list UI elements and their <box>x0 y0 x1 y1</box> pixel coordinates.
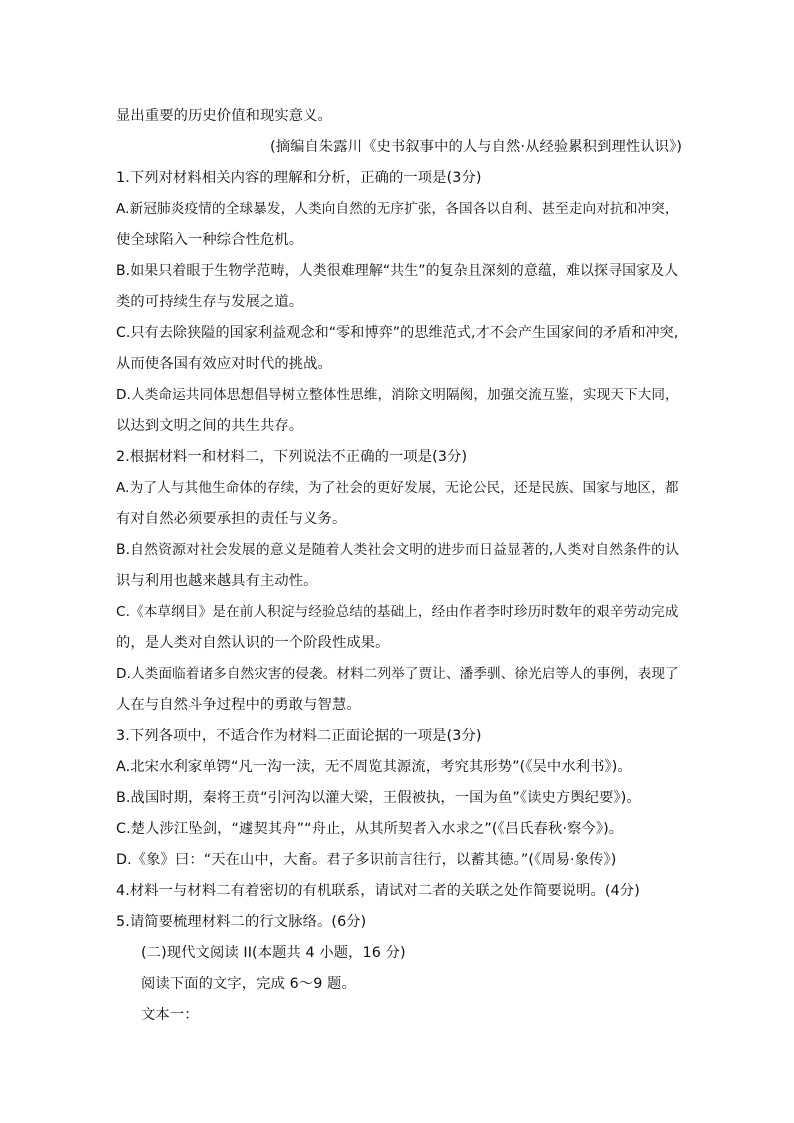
question-2-option-d: D.人类面临着诸多自然灾害的侵袭。材料二列举了贾让、潘季驯、徐光启等人的事例，表现了 <box>116 666 679 682</box>
question-1-option-a-cont: 使全球陷入一种综合性危机。 <box>116 232 304 248</box>
question-2-option-b: B.自然资源对社会发展的意义是随着人类社会文明的进步而日益显著的,人类对自然条件的认 <box>116 542 680 558</box>
question-1-option-d-cont: 以达到文明之间的共生共存。 <box>116 418 304 434</box>
question-2-stem: 2.根据材料一和材料二，下列说法不正确的一项是(3分) <box>116 449 468 465</box>
question-3-stem: 3.下列各项中，不适合作为材料二正面论据的一项是(3分) <box>116 728 482 744</box>
question-3-option-b: B.战国时期，秦将王贲“引河沟以灌大梁，王假被执，一国为鱼”《读史方舆纪要》)。 <box>116 790 641 806</box>
question-1-option-a: A.新冠肺炎疫情的全球暴发，人类向自然的无序扩张，各国各以自利、甚至走向对抗和冲突， <box>116 201 679 217</box>
question-1-option-b-cont: 类的可持续生存与发展之道。 <box>116 294 304 310</box>
question-2-option-c-cont: 的，是人类对自然认识的一个阶段性成果。 <box>116 635 390 651</box>
question-1-option-c-cont: 从而使各国有效应对时代的挑战。 <box>116 356 332 372</box>
section-heading: (二)现代文阅读 II(本题共 4 小题，16 分) <box>141 945 406 961</box>
question-3-option-c: C.楚人涉江坠剑，“遽契其舟”“舟止，从其所契者入水求之”(《吕氏春秋·察今》)。 <box>116 821 624 837</box>
document-page <box>116 101 682 1031</box>
question-3-option-d: D.《象》曰：“天在山中，大畜。君子多识前言往行，以蓄其德。”(《周易·象传》) <box>116 852 617 868</box>
question-5-stem: 5.请简要梳理材料二的行文脉络。(6分) <box>116 914 367 930</box>
question-2-option-d-cont: 人在与自然斗争过程中的勇敢与智慧。 <box>116 697 361 713</box>
question-2-option-b-cont: 识与利用也越来越具有主动性。 <box>116 573 318 589</box>
question-1-stem: 1.下列对材料相关内容的理解和分析，正确的一项是(3分) <box>116 170 482 186</box>
question-2-option-c: C.《本草纲目》是在前人积淀与经验总结的基础上，经由作者李时珍历时数年的艰辛劳动完成 <box>116 604 679 620</box>
question-4-stem: 4.材料一与材料二有着密切的有机联系，请试对二者的关联之处作简要说明。(4分) <box>116 883 640 899</box>
text-one-label: 文本一： <box>141 1007 199 1023</box>
body-text-line: 显出重要的历史价值和现实意义。 <box>116 108 332 124</box>
question-2-option-a-cont: 有对自然必须要承担的责任与义务。 <box>116 511 347 527</box>
question-1-option-b: B.如果只着眼于生物学范畴，人类很难理解“共生”的复杂且深刻的意蕴，难以探寻国家及人 <box>116 263 679 279</box>
reading-instruction: 阅读下面的文字，完成 6～9 题。 <box>141 976 356 992</box>
question-1-option-c: C.只有去除狭隘的国家利益观念和“零和博弈”的思维范式,才不会产生国家间的矛盾和冲突, <box>116 325 679 341</box>
question-2-option-a: A.为了人与其他生命体的存续，为了社会的更好发展，无论公民，还是民族、国家与地区，都 <box>116 480 679 496</box>
question-1-option-d: D.人类命运共同体思想倡导树立整体性思维，消除文明隔阂，加强交流互鉴，实现天下大同， <box>116 387 679 403</box>
source-citation: (摘编自朱露川《史书叙事中的人与自然·从经验累积到理性认识》) <box>270 139 682 155</box>
question-3-option-a: A.北宋水利家单锷“凡一沟一渎，无不周览其源流，考究其形势”(《吴中水利书》)。 <box>116 759 632 775</box>
